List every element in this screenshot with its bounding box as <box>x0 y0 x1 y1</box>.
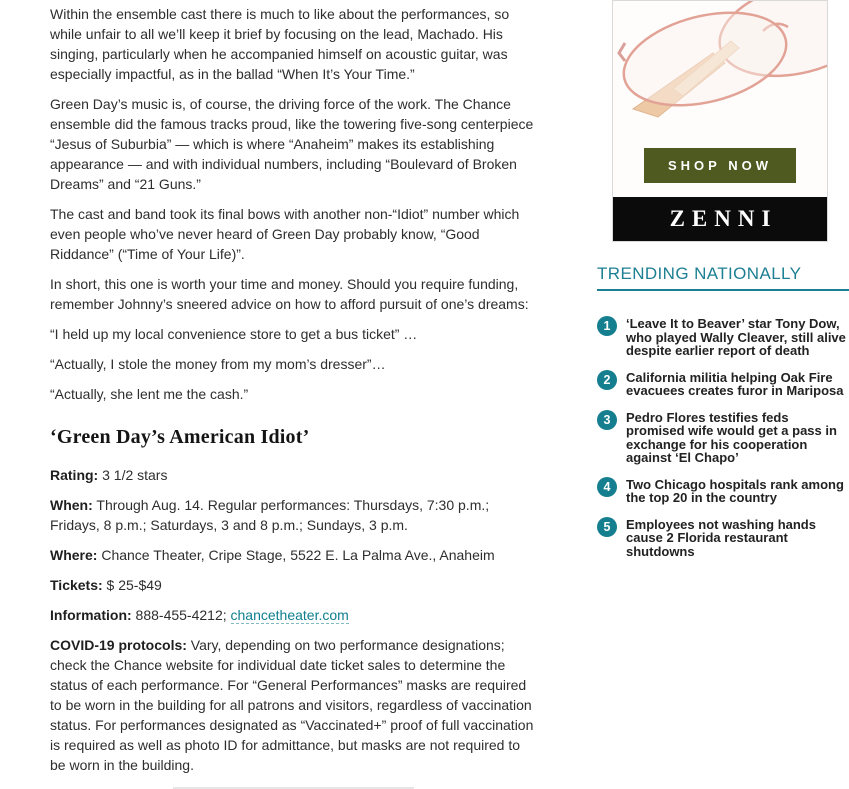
trending-item <box>597 315 849 358</box>
trending-item <box>597 369 849 398</box>
ad-image-area <box>613 1 827 197</box>
trending-headline-link[interactable]: Pedro Flores testifies feds promised wife would get a pass in exchange for his cooperation against ‘El Chapo’ <box>626 409 837 465</box>
article-paragraph: “I held up my local convenience store to get a bus ticket” … <box>50 326 418 342</box>
trending-headline-link[interactable]: California militia helping Oak Fire evacuees creates furor in Mariposa <box>626 369 844 398</box>
trending-rank-badge: 5 <box>597 517 617 537</box>
article-paragraph: The cast and band took its final bows with another non-“Idiot” number which even people who’ve never heard of Green Day probably know, “Good Riddance” (“Time of Your Life)”. <box>50 206 520 262</box>
article-detail: When: Through Aug. 14. Regular performances: Thursdays, 7:30 p.m.; Fridays, 8 p.m.; Saturdays, 3 and 8 p.m.; Sundays, 3 p.m. <box>50 497 490 533</box>
article-paragraph: In short, this one is worth your time and money. Should you require funding, remember Johnny’s sneered advice on how to afford pursuit of one’s dreams: <box>50 276 529 312</box>
detail-label: Tickets: <box>50 577 103 593</box>
trending-item <box>597 516 849 559</box>
article-paragraph: Within the ensemble cast there is much to like about the performances, so while unfair to all we’ll keep it brief by focusing on the lead, Machado. His singing, particularly when he accompanied himself on acoustic guitar, was especially impactful, as in the ballad “When It’s Your Time.” <box>50 6 510 82</box>
trending-rank-badge: 2 <box>597 370 617 390</box>
detail-label: COVID-19 protocols: <box>50 637 187 653</box>
article-detail: Where: Chance Theater, Cripe Stage, 5522 E. La Palma Ave., Anaheim <box>50 547 495 563</box>
detail-label: Information: <box>50 607 132 623</box>
article-paragraph: “Actually, I stole the money from my mom’s dresser”… <box>50 356 386 372</box>
trending-rank-badge: 4 <box>597 477 617 497</box>
section-heading: ‘Green Day’s American Idiot’ <box>50 426 310 448</box>
article-paragraph: “Actually, she lent me the cash.” <box>50 386 249 402</box>
trending-list <box>597 315 849 558</box>
detail-label: Where: <box>50 547 98 563</box>
trending-headline-link[interactable]: Two Chicago hospitals rank among the top 20 in the country <box>626 476 844 505</box>
article-detail: Rating: 3 1/2 stars <box>50 467 168 483</box>
trending-headline-link[interactable]: Employees not washing hands cause 2 Florida restaurant shutdowns <box>626 516 816 559</box>
trending-title: TRENDING NATIONALLY <box>597 264 849 291</box>
article-detail: Information: 888-455-4212; chancetheater.com <box>50 607 349 623</box>
article-paragraphs <box>50 4 537 404</box>
detail-link[interactable]: chancetheater.com <box>230 607 349 623</box>
detail-label: Rating: <box>50 467 99 483</box>
sidebar <box>597 0 849 569</box>
zenni-advertisement[interactable] <box>612 0 828 242</box>
article-detail: COVID-19 protocols: Vary, depending on two performance designations; check the Chance website for individual date ticket sales to determine the status of each performance. For “General Performances” masks are required to be worn in the building for all patrons and visitors, regardless of vaccination status. For performances designated as “Vaccinated+” proof of full vaccination is required as well as photo ID for admittance, but masks are not required to be worn in the building. <box>50 637 534 773</box>
article-details <box>50 465 537 775</box>
trending-nationally-widget <box>597 264 849 558</box>
trending-item <box>597 409 849 465</box>
article-paragraph: Green Day’s music is, of course, the driving force of the work. The Chance ensemble did the famous tracks proud, like the towering five-song centerpiece “Jesus of Suburbia” — which is where “Anaheim” makes its establishing appearance — and with individual numbers, including “Boulevard of Broken Dreams” and “21 Guns.” <box>50 96 534 192</box>
trending-item <box>597 476 849 505</box>
trending-rank-badge: 1 <box>597 316 617 336</box>
detail-label: When: <box>50 497 93 513</box>
shop-now-button[interactable]: SHOP NOW <box>644 148 796 183</box>
trending-rank-badge: 3 <box>597 410 617 430</box>
article-detail: Tickets: $ 25-$49 <box>50 577 162 593</box>
trending-headline-link[interactable]: ‘Leave It to Beaver’ star Tony Dow, who played Wally Cleaver, still alive despite earlier report of death <box>626 316 846 358</box>
zenni-logo[interactable]: ZENNI <box>613 197 827 241</box>
article-body <box>50 0 537 789</box>
